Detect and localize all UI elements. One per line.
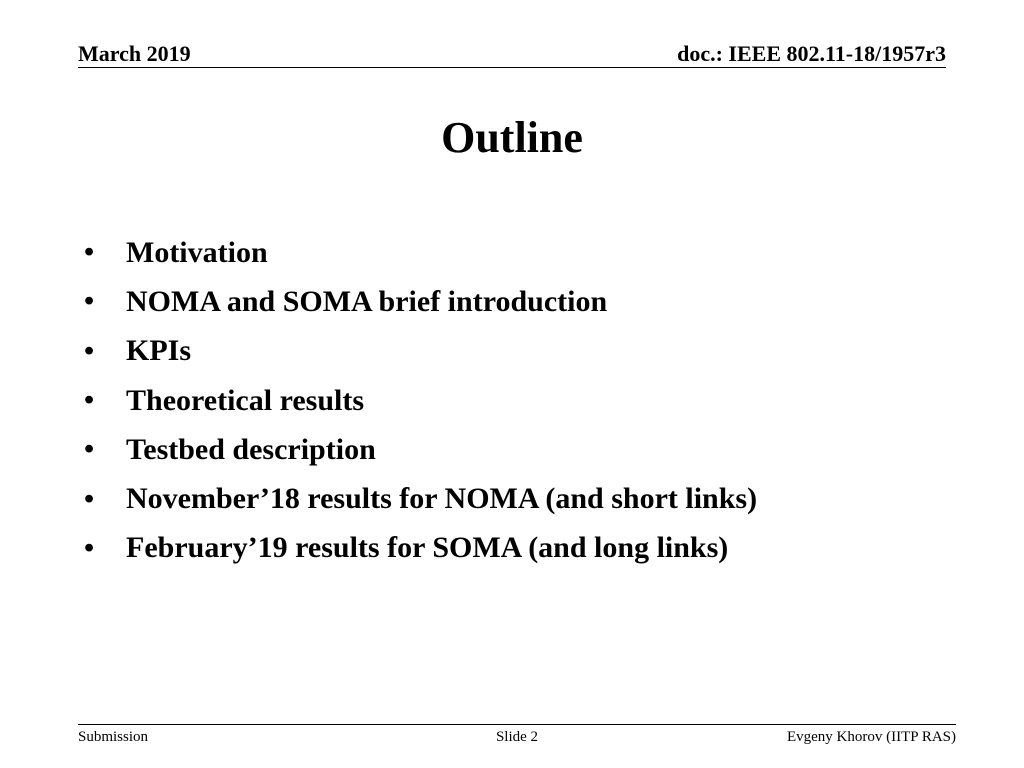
footer-divider	[78, 724, 956, 725]
bullet-marker: •	[84, 482, 95, 515]
bullet-item	[84, 376, 984, 425]
bullet-item	[84, 425, 984, 474]
bullet-item	[84, 327, 984, 376]
bullet-marker: •	[84, 384, 95, 417]
footer-slide-number: Slide 2	[495, 729, 539, 745]
bullet-marker: •	[84, 334, 95, 367]
bullet-marker: •	[84, 285, 95, 318]
header-date: March 2019	[78, 41, 191, 66]
footer-author: Evgeny Khorov (IITP RAS)	[786, 729, 956, 745]
bullet-text: November’18 results for NOMA (and short links)	[126, 482, 758, 516]
bullet-item	[84, 524, 984, 573]
bullet-text: Testbed description	[126, 432, 376, 466]
bullet-text: KPIs	[126, 334, 192, 368]
bullet-marker: •	[84, 531, 95, 564]
bullet-marker: •	[84, 236, 95, 269]
bullet-item	[84, 228, 984, 277]
bullet-item	[84, 277, 984, 326]
bullet-text: NOMA and SOMA brief introduction	[126, 284, 608, 318]
bullet-text: February’19 results for SOMA (and long links)	[126, 531, 729, 565]
slide-title: Outline	[441, 113, 583, 162]
bullet-marker: •	[84, 433, 95, 466]
header-doc-id: doc.: IEEE 802.11-18/1957r3	[677, 41, 946, 66]
bullet-item	[84, 474, 984, 523]
bullet-list	[84, 228, 984, 573]
bullet-text: Motivation	[126, 235, 268, 269]
header-divider	[78, 67, 946, 68]
bullet-text: Theoretical results	[126, 383, 365, 417]
footer-submission: Submission	[78, 729, 149, 745]
